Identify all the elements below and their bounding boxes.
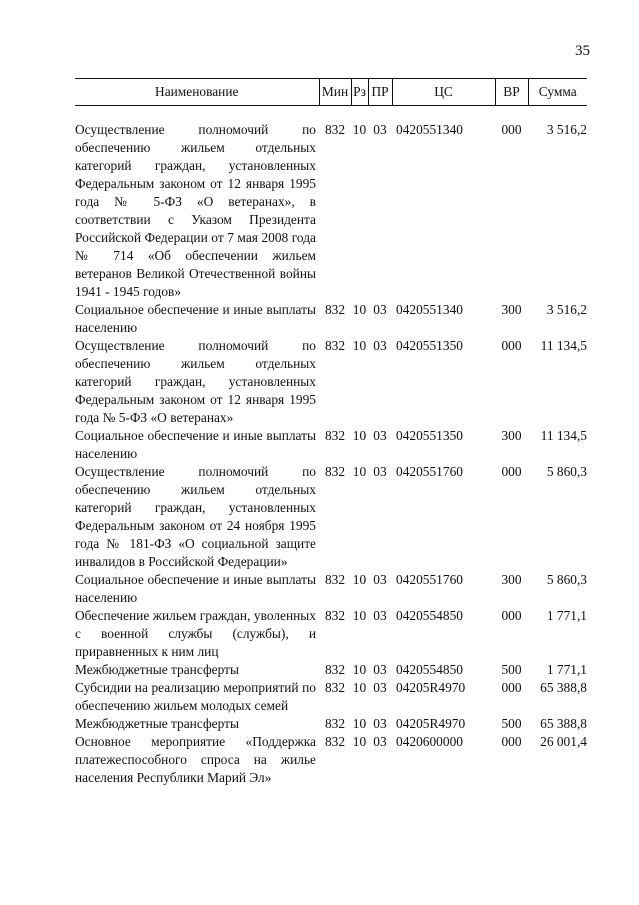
table-row <box>75 661 587 679</box>
cell-sum: 11 134,5 <box>540 338 587 353</box>
cell-vr: 500 <box>501 716 522 731</box>
cell-rz: 10 <box>352 428 367 443</box>
cell-pr: 03 <box>373 608 387 623</box>
cell-name: Социальное обеспечение и иные выплаты населению <box>75 302 316 335</box>
cell-min: 832 <box>324 608 346 623</box>
cell-min: 832 <box>324 428 346 443</box>
cell-rz: 10 <box>352 608 367 623</box>
cell-pr: 03 <box>373 680 387 695</box>
cell-rz: 10 <box>352 572 367 587</box>
header-name: Наименование <box>75 79 319 106</box>
table-row <box>75 121 587 301</box>
cell-sum: 11 134,5 <box>540 428 587 443</box>
header-vr: ВР <box>495 79 528 106</box>
cell-min: 832 <box>324 680 346 695</box>
cell-cs: 04205R4970 <box>396 716 466 731</box>
table-row <box>75 679 587 715</box>
header-rz: Рз <box>351 79 368 106</box>
cell-min: 832 <box>324 572 346 587</box>
cell-sum: 3 516,2 <box>546 302 587 317</box>
table-header <box>75 79 587 106</box>
cell-vr: 000 <box>501 338 522 353</box>
header-row <box>75 79 587 106</box>
cell-sum: 65 388,8 <box>540 680 587 695</box>
table-row <box>75 301 587 337</box>
cell-sum: 65 388,8 <box>540 716 587 731</box>
table-spacer <box>75 106 587 122</box>
cell-pr: 03 <box>373 572 387 587</box>
cell-rz: 10 <box>352 122 367 137</box>
cell-pr: 03 <box>373 734 387 749</box>
cell-name: Социальное обеспечение и иные выплаты населению <box>75 428 316 461</box>
cell-rz: 10 <box>352 716 367 731</box>
cell-name: Осуществление полномочий по обеспечению жильем отдельных категорий граждан, установленных Федеральным законом от 12 января 1995 года № 5-ФЗ «О ветеранах», в соответствии с Указом Президента Российской Федерации от 7 мая 2008 года № 714 «Об обеспечении жильем ветеранов Великой Отечественной войны 1941 - 1945 годов» <box>75 122 316 299</box>
cell-cs: 0420554850 <box>396 662 463 677</box>
cell-min: 832 <box>324 734 346 749</box>
cell-cs: 0420551350 <box>396 338 463 353</box>
cell-vr: 000 <box>501 464 522 479</box>
cell-pr: 03 <box>373 122 387 137</box>
table-row <box>75 607 587 661</box>
cell-pr: 03 <box>373 338 387 353</box>
cell-pr: 03 <box>373 662 387 677</box>
cell-rz: 10 <box>352 464 367 479</box>
cell-name: Обеспечение жильем граждан, уволенных с военной службы (службы), и приравненных к ним лиц <box>75 608 316 659</box>
cell-pr: 03 <box>373 716 387 731</box>
cell-rz: 10 <box>352 734 367 749</box>
table-row <box>75 427 587 463</box>
table-row <box>75 733 587 787</box>
cell-cs: 04205R4970 <box>396 680 466 695</box>
spacer-cell <box>75 106 587 122</box>
header-sum: Сумма <box>528 79 587 106</box>
cell-pr: 03 <box>373 302 387 317</box>
header-min: Мин <box>319 79 351 106</box>
cell-sum: 5 860,3 <box>546 464 587 479</box>
cell-cs: 0420551340 <box>396 302 463 317</box>
table-row <box>75 337 587 427</box>
cell-min: 832 <box>324 338 346 353</box>
header-pr: ПР <box>368 79 392 106</box>
cell-cs: 0420551760 <box>396 464 463 479</box>
table-row <box>75 715 587 733</box>
cell-vr: 000 <box>501 680 522 695</box>
cell-vr: 300 <box>501 302 522 317</box>
cell-cs: 0420551340 <box>396 122 463 137</box>
table-body <box>75 106 587 788</box>
cell-name: Социальное обеспечение и иные выплаты населению <box>75 572 316 605</box>
cell-cs: 0420551350 <box>396 428 463 443</box>
table-row <box>75 571 587 607</box>
page-number: 35 <box>575 43 590 59</box>
cell-name: Межбюджетные трансферты <box>75 716 239 731</box>
cell-min: 832 <box>324 302 346 317</box>
cell-name: Межбюджетные трансферты <box>75 662 239 677</box>
cell-sum: 26 001,4 <box>540 734 587 749</box>
budget-table <box>75 78 587 787</box>
cell-min: 832 <box>324 464 346 479</box>
cell-name: Осуществление полномочий по обеспечению жильем отдельных категорий граждан, установленных Федеральным законом от 12 января 1995 года № 5-ФЗ «О ветеранах» <box>75 338 316 425</box>
cell-min: 832 <box>324 122 346 137</box>
cell-cs: 0420551760 <box>396 572 463 587</box>
header-cs: ЦС <box>392 79 495 106</box>
cell-sum: 3 516,2 <box>546 122 587 137</box>
cell-cs: 0420554850 <box>396 608 463 623</box>
cell-pr: 03 <box>373 464 387 479</box>
cell-sum: 1 771,1 <box>546 662 587 677</box>
cell-sum: 1 771,1 <box>546 608 587 623</box>
cell-vr: 500 <box>501 662 522 677</box>
cell-name: Субсидии на реализацию мероприятий по обеспечению жильем молодых семей <box>75 680 316 713</box>
cell-vr: 300 <box>501 428 522 443</box>
cell-rz: 10 <box>352 338 367 353</box>
cell-name: Основное мероприятие «Поддержка платежеспособного спроса на жилье населения Республики Марий Эл» <box>75 734 316 785</box>
cell-vr: 000 <box>501 608 522 623</box>
cell-sum: 5 860,3 <box>546 572 587 587</box>
cell-rz: 10 <box>352 662 367 677</box>
cell-cs: 0420600000 <box>396 734 463 749</box>
cell-vr: 000 <box>501 734 522 749</box>
cell-name: Осуществление полномочий по обеспечению жильем отдельных категорий граждан, установленных Федеральным законом от 24 ноября 1995 года № 181-ФЗ «О социальной защите инвалидов в Российской Федерации» <box>75 464 316 569</box>
cell-pr: 03 <box>373 428 387 443</box>
cell-min: 832 <box>324 662 346 677</box>
cell-rz: 10 <box>352 302 367 317</box>
cell-vr: 300 <box>501 572 522 587</box>
table-row <box>75 463 587 571</box>
cell-vr: 000 <box>501 122 522 137</box>
cell-rz: 10 <box>352 680 367 695</box>
cell-min: 832 <box>324 716 346 731</box>
